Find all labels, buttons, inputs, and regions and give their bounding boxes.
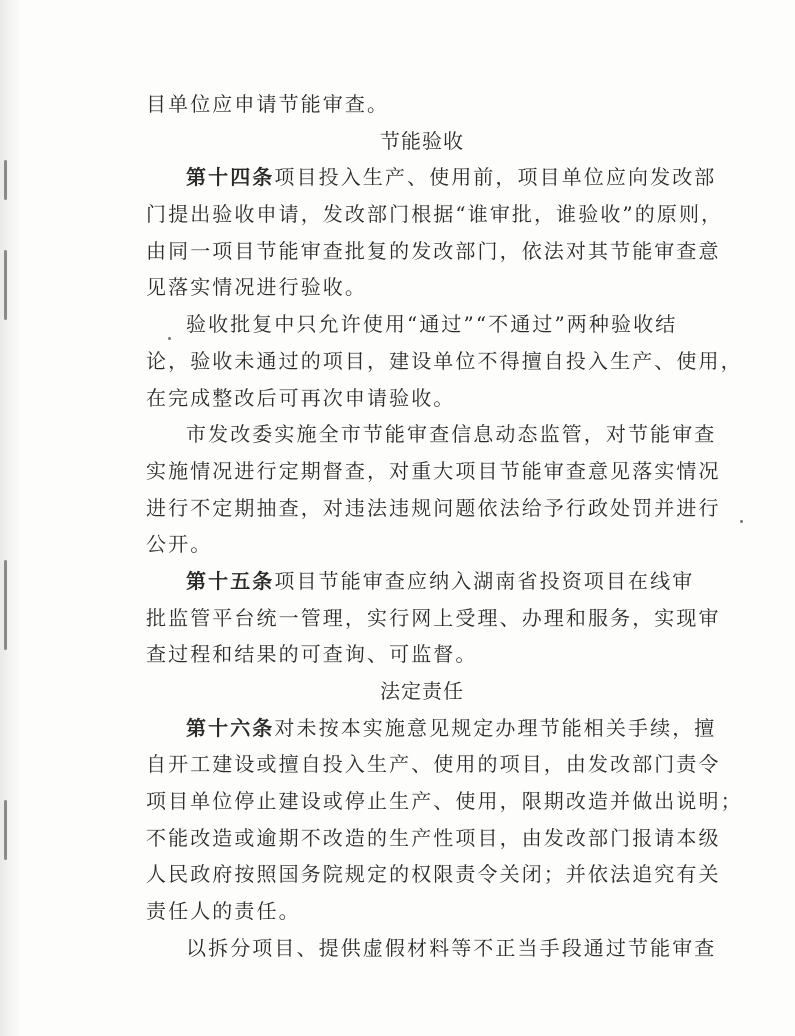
paragraph-start-line: 验收批复中只允许使用“通过”“不通过”两种验收结 <box>186 312 678 337</box>
article-text: 项目投入生产、使用前，项目单位应向发改部 <box>274 165 717 190</box>
article-text: 对未按本实施意见规定办理节能相关手续，擅 <box>274 715 717 740</box>
article-label: 第十六条 <box>186 715 275 740</box>
text-line: 目单位应申请节能审查。 <box>146 92 390 116</box>
text-line: 进行不定期抽查，对违法违规问题依法给予行政处罚并进行 <box>146 495 721 520</box>
text-line: 查过程和结果的可查询、可监督。 <box>146 642 478 667</box>
scan-binding-edge <box>0 0 22 1036</box>
text-line: 论，验收未通过的项目，建设单位不得擅自投入生产、使用， <box>146 348 743 373</box>
text-line: 批监管平台统一管理，实行网上受理、办理和服务，实现审 <box>146 605 721 630</box>
article-text: 项目节能审查应纳入湖南省投资项目在线审 <box>274 568 695 593</box>
scan-speck <box>740 520 743 523</box>
text-line: 公开。 <box>146 532 213 557</box>
paragraph-start-line: 市发改委实施全市节能审查信息动态监管，对节能审查 <box>186 422 717 447</box>
section-heading: 法定责任 <box>380 679 464 703</box>
text-line: 人民政府按照国务院规定的权限责令关闭；并依法追究有关 <box>146 862 721 887</box>
text-line: 自开工建设或擅自投入生产、使用的项目，由发改部门责令 <box>146 752 721 777</box>
paragraph-start-line: 以拆分项目、提供虚假材料等不正当手段通过节能审查 <box>186 935 717 960</box>
text-line: 责任人的责任。 <box>146 899 301 924</box>
text-line: 由同一项目节能审查批复的发改部门，依法对其节能审查意 <box>146 238 721 263</box>
text-line: 见落实情况进行验收。 <box>146 275 367 300</box>
binding-mark <box>4 160 7 200</box>
text-line: 门提出验收申请，发改部门根据“谁审批，谁验收”的原则， <box>146 202 724 227</box>
text-line: 在完成整改后可再次申请验收。 <box>146 385 456 410</box>
binding-mark <box>4 800 7 860</box>
scan-speck <box>168 337 171 340</box>
section-heading: 节能验收 <box>380 128 464 153</box>
binding-mark <box>4 560 7 650</box>
text-line: 项目单位停止建设或停止生产、使用，限期改造并做出说明； <box>146 789 743 814</box>
article-line <box>146 710 717 747</box>
article-line <box>146 563 698 600</box>
text-line: 实施情况进行定期督查，对重大项目节能审查意见落实情况 <box>146 458 721 483</box>
article-label: 第十四条 <box>186 165 275 190</box>
text-line: 不能改造或逾期不改造的生产性项目，由发改部门报请本级 <box>146 825 721 850</box>
article-label: 第十五条 <box>186 568 275 593</box>
binding-mark <box>4 250 7 320</box>
document-page <box>146 86 743 967</box>
article-line <box>146 159 717 196</box>
